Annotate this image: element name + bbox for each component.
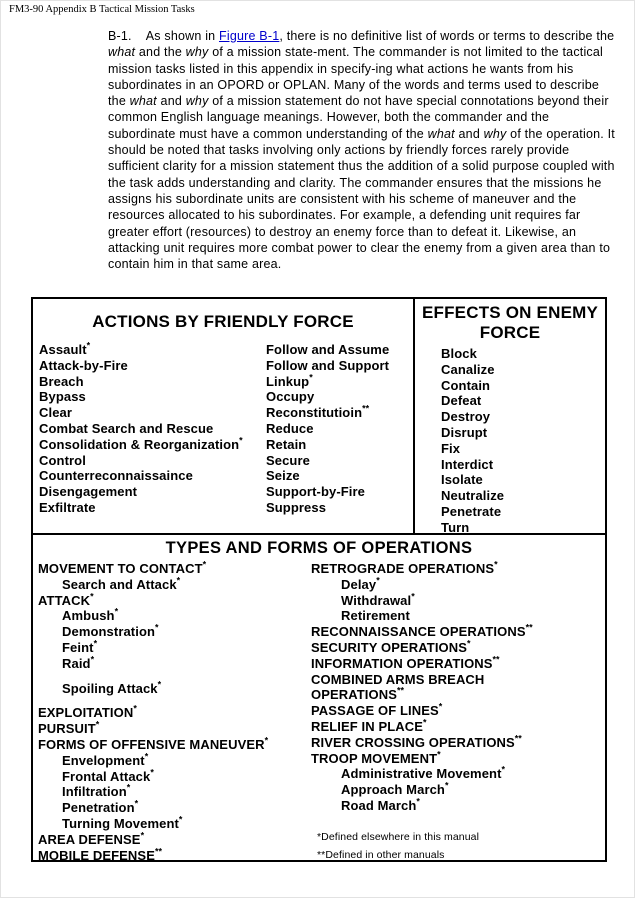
operation-item: Withdrawal* [341,591,415,608]
operations-title: TYPES AND FORMS OF OPERATIONS [165,539,473,557]
footnote-marker: * [438,701,443,712]
operation-item: Road March* [341,796,420,813]
friendly-action-item: Seize [266,468,300,484]
enemy-effect-item: Canalize [441,361,495,377]
operation-item: RELIEF IN PLACE* [311,717,427,734]
italic-text: why [185,94,209,109]
friendly-action-item: Follow and Support [266,357,390,373]
enemy-effect-item: Neutralize [441,488,505,504]
operation-item: FORMS OF OFFENSIVE MANEUVER* [38,735,269,752]
operation-item: Administrative Movement* [341,765,506,782]
operation-item: AREA DEFENSE* [38,830,145,847]
operation-item: RECONNAISSANCE OPERATIONS** [311,622,533,640]
operation-item: INFORMATION OPERATIONS** [311,654,500,671]
friendly-force-title: ACTIONS BY FRIENDLY FORCE [92,312,354,331]
footnote-marker: * [444,780,449,791]
footnote: *Defined elsewhere in this manual [317,830,480,843]
footnote-marker: * [239,435,243,446]
body-text: B-1. As shown in [108,29,219,43]
footnote-marker: * [376,575,380,586]
enemy-force-section [413,299,605,533]
friendly-actions-column-2 [266,342,413,516]
operations-column-left [38,561,311,864]
enemy-effect-item: Disrupt [441,424,488,440]
footnote-marker: ** [525,622,533,633]
operation-item: RETROGRADE OPERATIONS* [311,559,498,576]
footnote-marker: * [176,575,181,586]
friendly-action-item: Support-by-Fire [266,484,365,500]
friendly-force-columns [33,342,413,516]
operation-item: PASSAGE OF LINES* [311,701,443,719]
enemy-effect-item: Penetrate [441,503,502,519]
footnote-marker: * [423,717,427,728]
footnote-marker: * [133,704,137,715]
operation-item: Penetration* [62,798,139,816]
operation-item: RIVER CROSSING OPERATIONS** [311,733,522,750]
body-text: and the [135,45,186,60]
operation-item: SECURITY OPERATIONS* [311,638,471,655]
friendly-action-item: Follow and Assume [266,342,390,357]
enemy-effect-item: Defeat [441,393,482,409]
operation-item: Turning Movement* [62,814,183,831]
italic-text: what [427,126,455,141]
operation-item: ATTACK* [38,591,94,608]
operation-item: EXPLOITATION* [38,704,137,721]
enemy-effect-item: Fix [441,440,461,456]
body-text: of a mission statement do not have special connotations beyond their common English language meanings. However, both the commander and the subordinate must have a common understanding of the [108,94,613,141]
footnote-marker: * [264,735,269,746]
footnote-marker: * [202,559,207,570]
footnote-marker: ** [492,654,500,665]
footnote-marker: * [126,783,131,794]
operation-item: MOBILE DEFENSE** [38,846,162,863]
figure-footnotes [311,828,575,864]
friendly-action-item: Suppress [266,499,327,515]
footnote-marker: * [309,372,313,383]
operation-item: Retirement [341,608,410,624]
friendly-action-item: Attack-by-Fire [39,357,128,373]
operation-item: Infiltration* [62,783,131,800]
footnote-marker: * [90,654,95,665]
footnote-marker: * [134,798,139,809]
footnote-marker: ** [514,733,522,744]
operation-item: PURSUIT* [38,719,100,737]
footnote-marker: * [467,638,471,649]
friendly-action-item: Disengagement [39,484,138,500]
friendly-action-item: Secure [266,452,310,468]
enemy-effect-item: Destroy [441,409,491,425]
operation-item: Delay* [341,575,380,592]
operation-item: MOVEMENT TO CONTACT* [38,559,207,576]
friendly-action-item: Control [39,452,86,468]
operation-item: Spoiling Attack* [62,679,162,696]
footnote: **Defined in other manuals [317,848,445,861]
enemy-effect-item: Block [441,346,477,361]
operations-right-list [311,561,575,814]
operation-item: Search and Attack* [62,575,181,592]
body-text: , there is no definitive list of words or terms to describe the [279,29,619,43]
friendly-action-item: Occupy [266,389,315,405]
footnote-marker: * [501,765,506,776]
italic-text: why [185,45,209,60]
footnote-marker: * [157,679,162,690]
friendly-action-item: Reduce [266,420,314,436]
tactical-mission-tasks-figure [31,297,607,862]
footnote-marker: ** [397,686,405,697]
footnote-marker: * [150,767,154,778]
enemy-effects-column [415,346,605,536]
friendly-action-item: Linkup* [266,372,313,389]
footnote-marker: * [416,796,420,807]
footnote-marker: ** [154,846,162,857]
footnote-marker: ** [362,403,370,414]
footnote-marker: * [114,607,119,618]
enemy-effect-item: Interdict [441,456,494,472]
friendly-action-item: Reconstitutioin** [266,403,370,421]
friendly-action-item: Counterreconnaissaince [39,468,193,484]
paragraph-b1 [108,28,619,272]
footnote-marker: * [90,591,94,602]
italic-text: what [108,45,136,60]
friendly-actions-column-1 [39,342,266,516]
body-text: of the operation. It should be noted that tasks involving only actions by friendly forces rarely provide sufficient clarity for a mission statement thus the addition of a solid purpose coupled with the task adds understanding and clarity. The commander ensures that the missions he assigns his subordinate units are consistent with his scheme of maneuver and the resources allocated to his subordinates. For example, a defending unit requires far greater effort (resources) to destroy an enemy force than to defeat it. Likewise, an attacking unit requires more combat power to clear the enemy from a given area than to contain him in that same area. [108,126,619,272]
footnote-marker: * [178,814,183,825]
enemy-effect-item: Isolate [441,472,483,488]
footnote-marker: * [155,622,159,633]
friendly-action-item: Exfiltrate [39,499,96,515]
operation-item: TROOP MOVEMENT* [311,749,441,766]
footnote-marker: * [494,559,498,570]
operation-item: Ambush* [62,607,119,624]
italic-text: why [483,126,507,141]
body-text: and [454,126,484,141]
operation-item: Approach March* [341,780,449,798]
friendly-action-item: Breach [39,373,84,389]
operation-item: Raid* [62,654,95,671]
operation-item: Frontal Attack* [62,767,154,784]
operations-column-right [311,561,575,864]
operation-item: Demonstration* [62,622,159,640]
page-header: FM3-90 Appendix B Tactical Mission Tasks [9,4,195,15]
footnote-marker: * [411,591,415,602]
friendly-action-item: Bypass [39,389,86,405]
friendly-action-item: Assault* [39,340,91,357]
operations-columns [33,561,605,864]
italic-text: what [129,94,157,109]
enemy-effect-item: Turn [441,519,470,535]
friendly-action-item: Clear [39,405,73,421]
friendly-action-item: Retain [266,436,307,452]
operations-section [33,533,605,863]
footnote-marker: * [86,340,91,351]
footnote-marker: * [95,719,100,730]
enemy-effect-item: Contain [441,377,491,393]
friendly-action-item: Combat Search and Rescue [39,420,214,436]
friendly-force-section [33,299,413,533]
operation-item: Envelopment* [62,751,149,768]
footnote-marker: * [437,749,441,760]
operation-item: Feint* [62,638,98,655]
footnote-marker: * [140,830,145,841]
footnote-marker: * [144,751,149,762]
friendly-action-item: Consolidation & Reorganization* [39,435,243,452]
footnote-marker: * [93,638,98,649]
body-text: of a mission state-ment. The commander is not limited to the tactical mission tasks listed in this appendix in specify-ing what actions he wants from his subordinates in an OPORD or OPLAN. Many of the words and terms used to describe the [108,45,607,109]
figure-top-section [33,299,605,533]
figure-b1-link[interactable]: Figure B-1 [219,29,280,43]
body-text: and [156,94,186,109]
enemy-force-title: EFFECTS ON ENEMY FORCE [421,303,599,342]
operation-item: COMBINED ARMS BREACH OPERATIONS** [311,671,485,703]
